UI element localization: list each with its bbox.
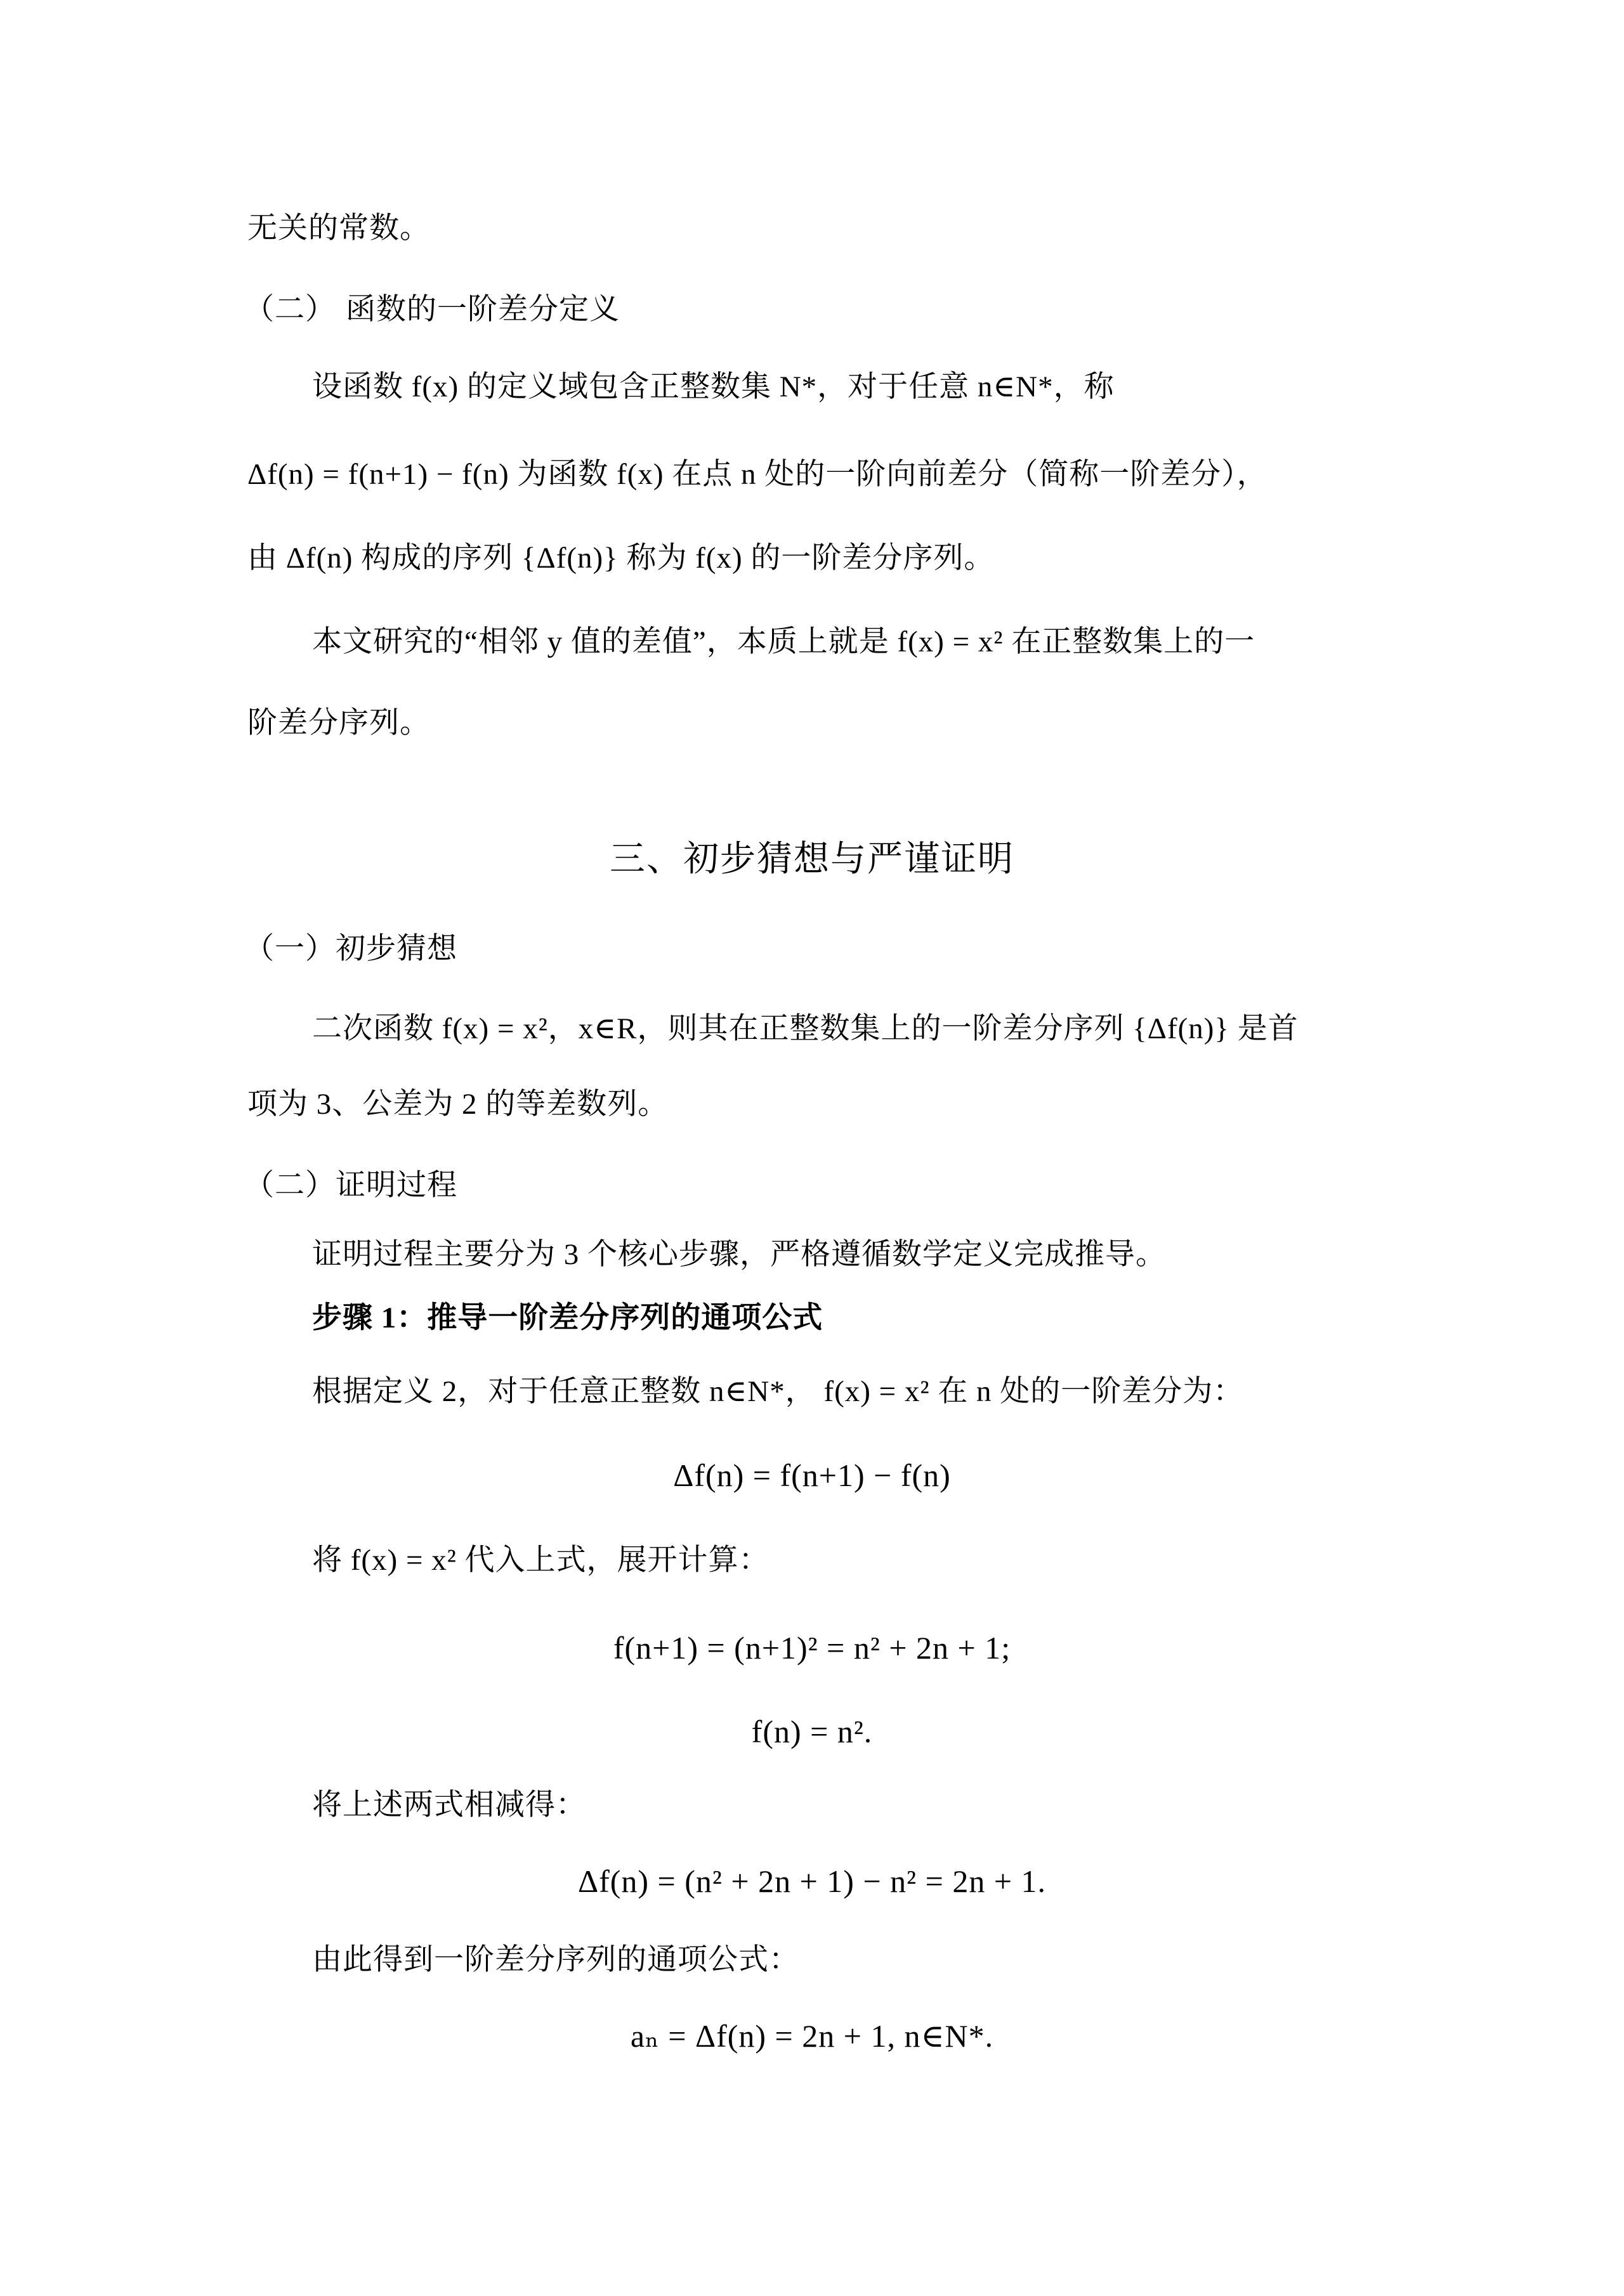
section-heading-difference-definition: （二） 函数的一阶差分定义 xyxy=(244,292,620,327)
definition-line-3: 由 Δf(n) 构成的序列 {Δf(n)} 称为 f(x) 的一阶差分序列。 xyxy=(247,542,995,575)
step1-text-1: 根据定义 2，对于任意正整数 n∈N*， f(x) = x² 在 n 处的一阶差分为： xyxy=(312,1375,1244,1408)
equation-f-n: f(n) = n². xyxy=(751,1714,873,1749)
paragraph-continuation: 无关的常数。 xyxy=(247,212,430,245)
note-line-1: 本文研究的“相邻 y 值的差值”，本质上就是 f(x) = x² 在正整数集上的一 xyxy=(312,625,1255,658)
step1-text-2: 将 f(x) = x² 代入上式，展开计算： xyxy=(312,1544,769,1577)
definition-line-2: Δf(n) = f(n+1) − f(n) 为函数 f(x) 在点 n 处的一阶向前差分（简称一阶差分）， xyxy=(247,458,1267,491)
subsection-heading-proof: （二）证明过程 xyxy=(244,1168,457,1203)
equation-difference-definition: Δf(n) = f(n+1) − f(n) xyxy=(673,1458,951,1493)
definition-line-1: 设函数 f(x) 的定义域包含正整数集 N*，对于任意 n∈N*，称 xyxy=(312,370,1115,403)
step1-text-3: 将上述两式相减得： xyxy=(312,1789,586,1822)
chapter-title: 三、初步猜想与严谨证明 xyxy=(610,838,1014,880)
equation-f-n-plus-1: f(n+1) = (n+1)² = n² + 2n + 1; xyxy=(613,1630,1011,1666)
subsection-heading-conjecture: （一）初步猜想 xyxy=(244,931,457,966)
equation-subtraction: Δf(n) = (n² + 2n + 1) − n² = 2n + 1. xyxy=(577,1863,1047,1899)
equation-general-term: aₙ = Δf(n) = 2n + 1, n∈N*. xyxy=(630,2018,994,2054)
conjecture-line-2: 项为 3、公差为 2 的等差数列。 xyxy=(247,1088,669,1121)
proof-intro: 证明过程主要分为 3 个核心步骤，严格遵循数学定义完成推导。 xyxy=(312,1238,1166,1271)
step1-heading: 步骤 1：推导一阶差分序列的通项公式 xyxy=(312,1301,823,1334)
note-line-2: 阶差分序列。 xyxy=(247,707,430,740)
conjecture-line-1: 二次函数 f(x) = x²，x∈R，则其在正整数集上的一阶差分序列 {Δf(n)} 是首 xyxy=(312,1012,1299,1045)
step1-text-4: 由此得到一阶差分序列的通项公式： xyxy=(312,1943,799,1976)
